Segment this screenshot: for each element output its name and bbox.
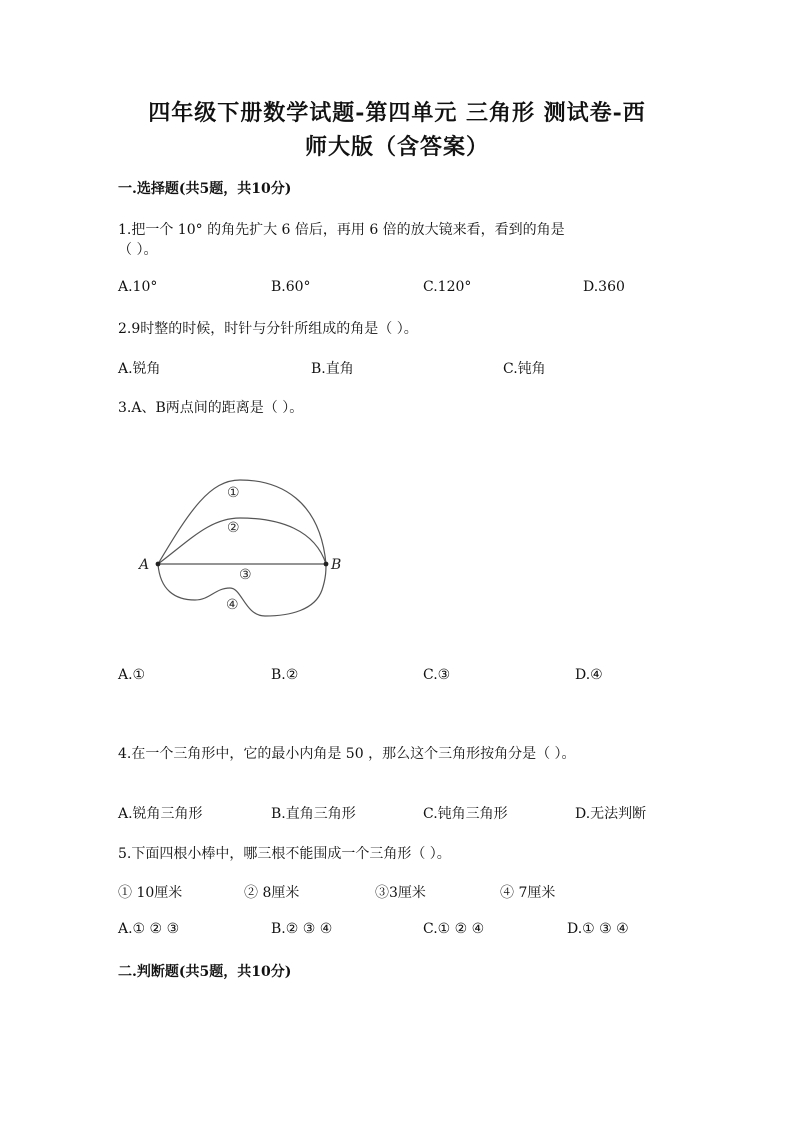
option-c[interactable]: C.① ② ④ [423,921,485,937]
title-line-1: 四年级下册数学试题-第四单元 三角形 测试卷-西 [148,100,646,126]
question-1-stem: 1.把一个 10° 的角先扩大 6 倍后，再用 6 倍的放大镜来看，看到的角是 [118,222,565,238]
title-line-2: 师大版（含答案） [304,134,489,160]
option-c[interactable]: C.③ [423,667,451,683]
path-4-label: ④ [226,597,239,613]
option-b[interactable]: B.直角 [311,361,354,377]
point-b-label: B [331,557,342,573]
option-b[interactable]: B.60° [271,279,311,295]
option-c[interactable]: C.钝角 [503,361,546,377]
option-c[interactable]: C.钝角三角形 [423,806,508,822]
stick-3: ③3厘米 [375,885,426,901]
path-3-label: ③ [239,567,252,583]
point-b-dot [324,562,329,567]
question-5-stem: 5.下面四根小棒中，哪三根不能围成一个三角形（ ）。 [118,846,451,862]
path-2-label: ② [227,520,240,536]
option-b[interactable]: B.② [271,667,299,683]
point-a-dot [156,562,161,567]
option-a[interactable]: A.10° [118,279,158,295]
question-4-stem: 4.在一个三角形中，它的最小内角是 50 ，那么这个三角形按角分是（ ）。 [118,746,576,762]
point-a-label: A [139,557,150,573]
stick-1: ① 10厘米 [118,885,183,901]
stick-2: ② 8厘米 [244,885,300,901]
option-b[interactable]: B.② ③ ④ [271,921,333,937]
section-heading-judgement: 二.判断题(共5题，共10分) [118,964,292,980]
option-a[interactable]: A.① [118,667,146,683]
option-a[interactable]: A.① ② ③ [118,921,180,937]
option-d[interactable]: D.④ [575,667,603,683]
paths-diagram [130,470,360,630]
section-heading-choice: 一.选择题(共5题，共10分) [118,181,292,197]
option-b[interactable]: B.直角三角形 [271,806,356,822]
option-d[interactable]: D.360 [583,279,625,295]
option-a[interactable]: A.锐角三角形 [118,806,203,822]
option-c[interactable]: C.120° [423,279,472,295]
question-1-stem-blank: （ ）。 [118,242,158,258]
path-1-label: ① [227,485,240,501]
option-a[interactable]: A.锐角 [118,361,161,377]
path-1-curve [158,480,326,564]
option-d[interactable]: D.无法判断 [575,806,647,822]
stick-4: ④ 7厘米 [500,885,556,901]
question-3-stem: 3.A、B两点间的距离是（ ）。 [118,400,304,416]
path-2-curve [158,518,326,564]
question-2-stem: 2.9时整的时候，时针与分针所组成的角是（ ）。 [118,321,418,337]
option-d[interactable]: D.① ③ ④ [567,921,629,937]
